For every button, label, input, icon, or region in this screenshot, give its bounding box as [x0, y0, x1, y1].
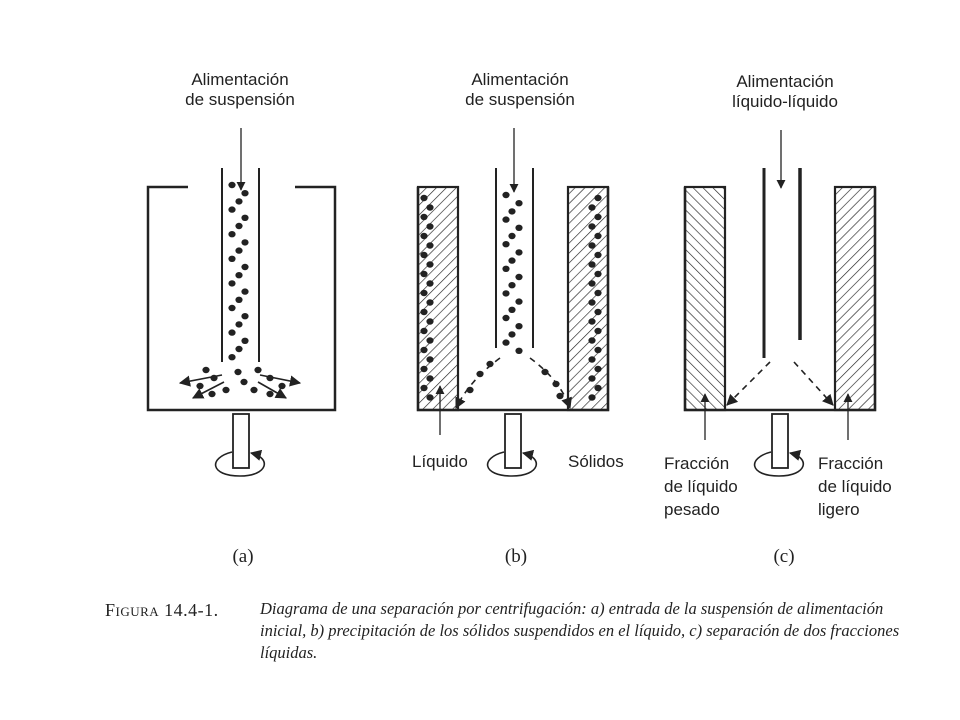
particle-b	[420, 214, 427, 220]
panel-c	[685, 130, 875, 476]
particle-b	[594, 366, 601, 372]
particle-a	[278, 383, 285, 389]
particle-a	[250, 387, 257, 393]
particle-b	[594, 309, 601, 315]
solid-wall-left-b	[418, 187, 458, 410]
particle-b	[588, 299, 595, 305]
particle-b	[588, 261, 595, 267]
particle-b	[426, 337, 433, 343]
particle-b	[594, 290, 601, 296]
particle-b	[426, 242, 433, 248]
particle-b	[466, 387, 473, 393]
particle-b	[420, 309, 427, 315]
particle-a	[241, 338, 248, 344]
particle-b	[588, 394, 595, 400]
particle-a	[241, 239, 248, 245]
particle-b	[541, 369, 548, 375]
particle-b	[588, 280, 595, 286]
particle-b	[426, 356, 433, 362]
particle-b	[420, 252, 427, 258]
heavy-fraction-line1: Fracción	[664, 454, 730, 473]
particle-b	[476, 371, 483, 377]
particles-a	[196, 182, 285, 397]
shaft-a	[233, 414, 249, 468]
particle-b	[426, 394, 433, 400]
particle-b	[420, 233, 427, 239]
feed-label-c	[715, 72, 855, 112]
particle-b	[588, 223, 595, 229]
particle-b	[594, 252, 601, 258]
particle-b	[508, 233, 515, 239]
particle-a	[241, 264, 248, 270]
particle-b	[508, 208, 515, 214]
figure-number: Figura 14.4-1.	[105, 600, 219, 620]
particle-b	[552, 381, 559, 387]
particle-a	[228, 329, 235, 335]
particle-a	[241, 313, 248, 319]
feed-label-c-line1: Alimentación	[736, 72, 834, 91]
particle-b	[420, 328, 427, 334]
particle-b	[508, 282, 515, 288]
flow-arrow-right-c	[794, 362, 833, 405]
liquid-label-b: Líquido	[412, 452, 468, 471]
particle-b	[515, 225, 522, 231]
particle-b	[515, 200, 522, 206]
feed-label-b	[450, 70, 590, 110]
particle-b	[515, 323, 522, 329]
heavy-fraction-line2: de líquido	[664, 477, 738, 496]
particle-b	[420, 347, 427, 353]
particle-b	[556, 393, 563, 399]
particle-b	[502, 339, 509, 345]
particle-a	[235, 198, 242, 204]
flow-arrow-left-c	[727, 362, 770, 405]
particle-b	[508, 257, 515, 263]
particle-b	[420, 290, 427, 296]
particle-b	[426, 318, 433, 324]
panel-a	[148, 128, 335, 476]
particle-a	[240, 379, 247, 385]
particle-b	[502, 315, 509, 321]
particle-b	[594, 214, 601, 220]
feed-label-b-line2: de suspensión	[465, 90, 575, 109]
particle-b	[426, 204, 433, 210]
light-fraction-line2: de líquido	[818, 477, 892, 496]
sub-label-a: (a)	[232, 546, 254, 567]
particle-a	[241, 215, 248, 221]
particle-b	[588, 242, 595, 248]
panel-b	[418, 128, 608, 476]
feed-label-a-line2: de suspensión	[185, 90, 295, 109]
particle-b	[426, 299, 433, 305]
solid-wall-right-b	[568, 187, 608, 410]
particle-b	[502, 192, 509, 198]
particle-b	[594, 328, 601, 334]
particle-a	[235, 297, 242, 303]
particle-b	[588, 204, 595, 210]
particle-a	[235, 346, 242, 352]
particle-a	[228, 354, 235, 360]
particle-b	[588, 375, 595, 381]
particle-b	[426, 223, 433, 229]
light-liquid-wall-right-c	[835, 187, 875, 410]
particle-a	[228, 182, 235, 188]
particle-b	[588, 337, 595, 343]
particle-b	[502, 266, 509, 272]
particle-a	[208, 391, 215, 397]
heavy-liquid-wall-left-c	[685, 187, 725, 410]
particle-b	[420, 271, 427, 277]
particle-b	[508, 307, 515, 313]
heavy-fraction-line3: pesado	[664, 500, 720, 519]
heavy-fraction-label-c	[664, 452, 738, 521]
particle-a	[196, 383, 203, 389]
particle-a	[266, 375, 273, 381]
particle-b	[588, 356, 595, 362]
particle-b	[426, 375, 433, 381]
particle-b	[420, 366, 427, 372]
particle-b	[420, 195, 427, 201]
particle-b	[420, 385, 427, 391]
feed-label-a	[170, 70, 310, 110]
particle-a	[235, 272, 242, 278]
solids-label-b: Sólidos	[568, 452, 624, 471]
flow-arrow-right-b	[530, 358, 570, 408]
particle-b	[502, 216, 509, 222]
shaft-c	[772, 414, 788, 468]
particle-b	[594, 195, 601, 201]
sub-label-b: (b)	[504, 546, 528, 567]
particle-a	[234, 369, 241, 375]
particle-b	[515, 298, 522, 304]
particle-b	[508, 331, 515, 337]
particle-b	[502, 241, 509, 247]
particle-a	[222, 387, 229, 393]
particle-b	[426, 280, 433, 286]
particle-b	[594, 347, 601, 353]
particle-a	[235, 223, 242, 229]
outflow-arrow-a3	[260, 375, 300, 383]
particle-a	[235, 247, 242, 253]
particle-b	[588, 318, 595, 324]
flow-arrow-left-b	[456, 358, 500, 408]
feed-label-b-line1: Alimentación	[471, 70, 569, 89]
light-fraction-line1: Fracción	[818, 454, 884, 473]
particle-a	[210, 375, 217, 381]
particle-a	[266, 391, 273, 397]
particle-b	[502, 290, 509, 296]
particle-b	[515, 274, 522, 280]
sub-label-c: (c)	[773, 546, 795, 567]
light-fraction-line3: ligero	[818, 500, 860, 519]
particle-a	[241, 190, 248, 196]
light-fraction-label-c	[818, 452, 892, 521]
particle-a	[228, 256, 235, 262]
particle-a	[235, 321, 242, 327]
particle-a	[202, 367, 209, 373]
particle-a	[228, 231, 235, 237]
particle-b	[515, 348, 522, 354]
particle-a	[228, 305, 235, 311]
particle-b	[426, 261, 433, 267]
particle-a	[254, 367, 261, 373]
shaft-b	[505, 414, 521, 468]
feed-label-c-line2: líquido-líquido	[732, 92, 838, 111]
particle-a	[228, 280, 235, 286]
particle-b	[594, 385, 601, 391]
particle-a	[241, 288, 248, 294]
particle-b	[594, 271, 601, 277]
figure-caption-text: Diagrama de una separación por centrifugación: a) entrada de la suspensión de alimentación inicial, b) precipitación de los sólidos suspendidos en el líquido, c) separación de dos fracciones líquidas.	[260, 599, 900, 662]
particle-b	[486, 361, 493, 367]
particle-b	[594, 233, 601, 239]
particle-b	[515, 249, 522, 255]
particle-a	[228, 206, 235, 212]
feed-label-a-line1: Alimentación	[191, 70, 289, 89]
